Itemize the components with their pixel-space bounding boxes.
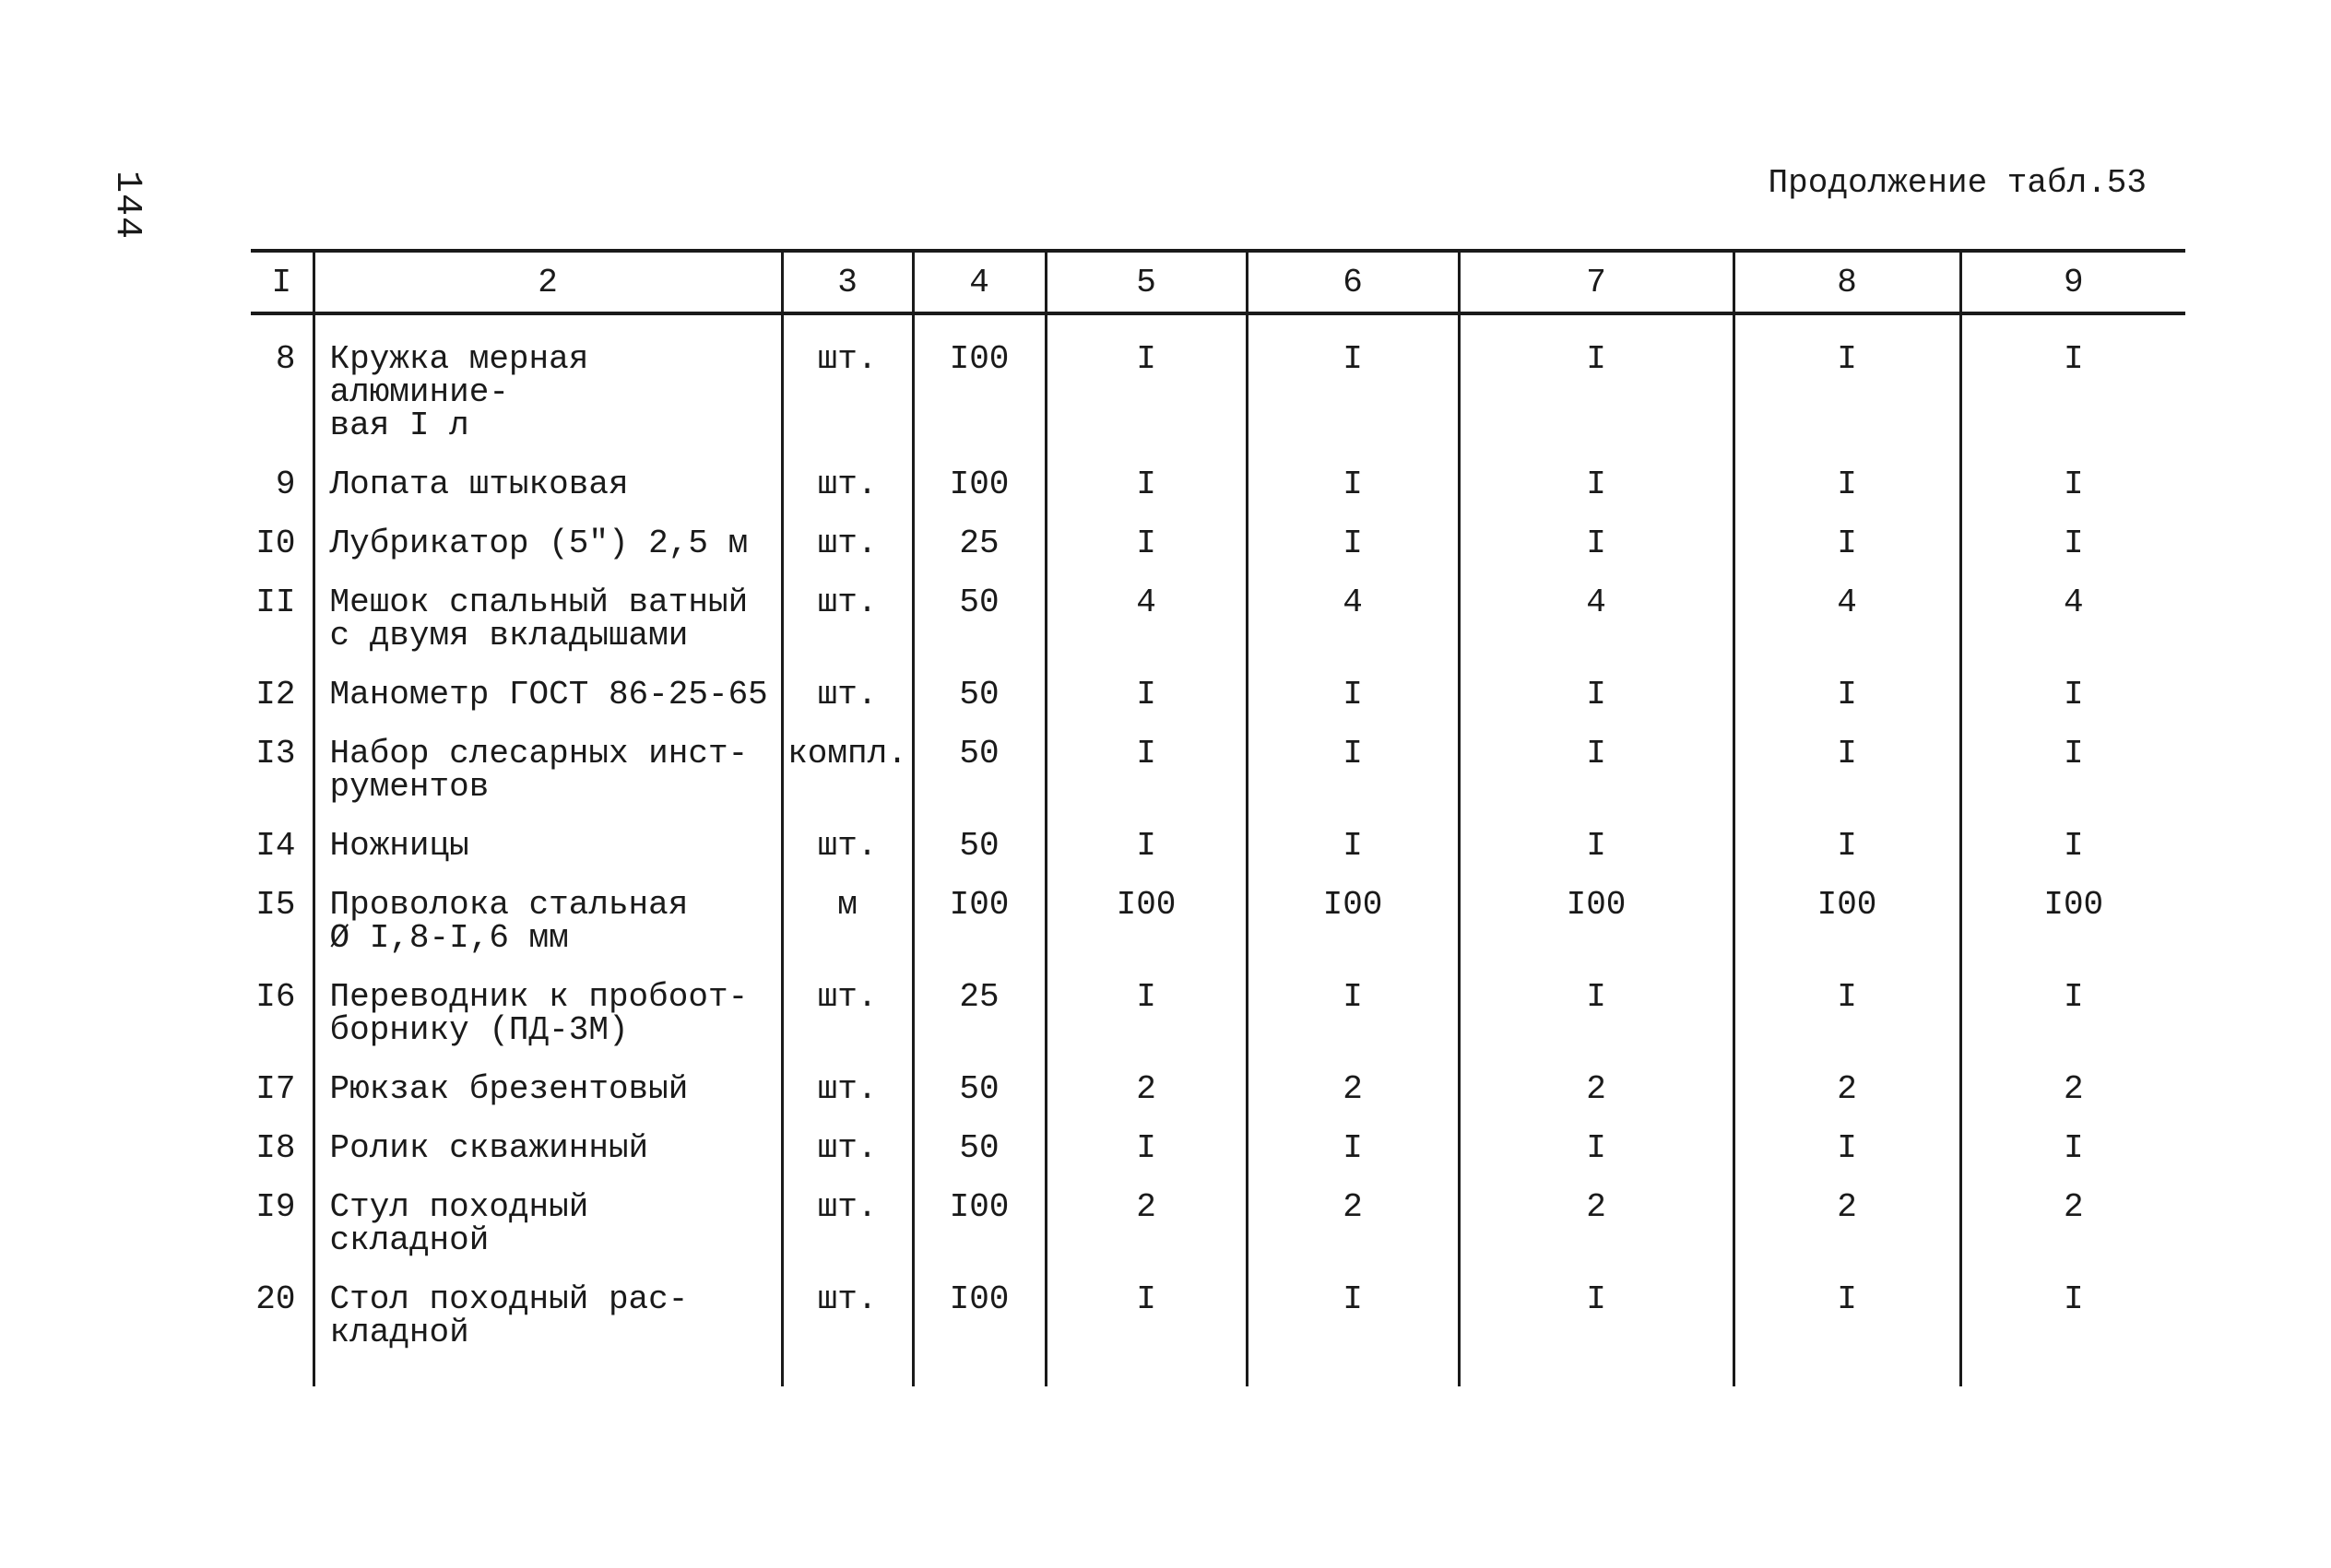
header-col-9: 9: [1960, 251, 2185, 313]
row-number-cell: II: [255, 584, 296, 621]
col7-cell: I00: [1459, 863, 1733, 955]
col5-cell: 2: [1046, 1165, 1247, 1257]
col9-cell: I: [1960, 313, 2185, 442]
item-name-cell: Рюкзак брезентовый: [314, 1047, 782, 1106]
table-row: [251, 804, 2185, 863]
spacer-cell: [1960, 1350, 2185, 1386]
col4-cell: I00: [913, 1165, 1046, 1257]
spacer-cell: [251, 1350, 314, 1386]
row-number-cell: 20: [255, 1280, 296, 1318]
col9-cell: I: [1960, 1257, 2185, 1350]
col8-cell: 2: [1733, 1165, 1960, 1257]
item-name-cell: Проволока стальная Ø I,8-I,6 мм: [314, 863, 782, 955]
spacer-cell: [1247, 1350, 1459, 1386]
spacer-cell: [1733, 1350, 1960, 1386]
col7-cell: I: [1459, 442, 1733, 501]
table-row: [251, 1106, 2185, 1165]
col9-cell: I00: [1960, 863, 2185, 955]
spacer-cell: [1459, 1350, 1733, 1386]
col7-cell: 2: [1459, 1047, 1733, 1106]
spacer-cell: [782, 1350, 913, 1386]
col4-cell: I00: [913, 863, 1046, 955]
table-row: [251, 1165, 2185, 1257]
col6-cell: I: [1247, 313, 1459, 442]
col6-cell: I: [1247, 653, 1459, 712]
row-number-cell: I5: [255, 886, 296, 924]
header-col-2: 2: [314, 251, 782, 313]
col8-cell: I00: [1733, 863, 1960, 955]
col8-cell: 2: [1733, 1047, 1960, 1106]
item-name-cell: Ножницы: [314, 804, 782, 863]
row-number-cell: I8: [255, 1129, 296, 1167]
table-row: [251, 560, 2185, 653]
col7-cell: I: [1459, 712, 1733, 804]
unit-cell: шт.: [782, 804, 913, 863]
table-body: [251, 313, 2185, 1386]
col4-cell: 50: [913, 1047, 1046, 1106]
row-number-cell: I4: [255, 827, 296, 865]
col8-cell: I: [1733, 653, 1960, 712]
header-col-8: 8: [1733, 251, 1960, 313]
col9-cell: I: [1960, 442, 2185, 501]
col6-cell: 2: [1247, 1047, 1459, 1106]
unit-cell: шт.: [782, 1257, 913, 1350]
col9-cell: 2: [1960, 1047, 2185, 1106]
col4-cell: I00: [913, 313, 1046, 442]
header-col-4: 4: [913, 251, 1046, 313]
row-number-cell: I2: [255, 676, 296, 713]
col9-cell: I: [1960, 804, 2185, 863]
col6-cell: I: [1247, 501, 1459, 560]
item-name-cell: Лубрикатор (5") 2,5 м: [314, 501, 782, 560]
row-number-cell: I6: [255, 978, 296, 1016]
col6-cell: I: [1247, 1106, 1459, 1165]
equipment-table-container: [251, 249, 2185, 1386]
col9-cell: I: [1960, 1106, 2185, 1165]
item-name-cell: Стул походный складной: [314, 1165, 782, 1257]
col8-cell: I: [1733, 804, 1960, 863]
col8-cell: 4: [1733, 560, 1960, 653]
row-number-cell: 9: [275, 466, 296, 503]
row-number-cell: 8: [275, 340, 296, 378]
table-header: [251, 251, 2185, 313]
spacer-cell: [913, 1350, 1046, 1386]
table-row: [251, 653, 2185, 712]
page-number: 144: [106, 171, 148, 241]
item-name-cell: Лопата штыковая: [314, 442, 782, 501]
col4-cell: I00: [913, 1257, 1046, 1350]
col8-cell: I: [1733, 442, 1960, 501]
table-row: [251, 1047, 2185, 1106]
table-row: [251, 442, 2185, 501]
col4-cell: 50: [913, 804, 1046, 863]
col5-cell: I: [1046, 712, 1247, 804]
col7-cell: I: [1459, 1257, 1733, 1350]
item-name-cell: Манометр ГОСТ 86-25-65: [314, 653, 782, 712]
col6-cell: I: [1247, 955, 1459, 1047]
header-col-3: 3: [782, 251, 913, 313]
unit-cell: шт.: [782, 955, 913, 1047]
col5-cell: I: [1046, 442, 1247, 501]
col6-cell: 4: [1247, 560, 1459, 653]
col6-cell: I00: [1247, 863, 1459, 955]
table-bottom-spacer: [251, 1350, 2185, 1386]
col5-cell: I: [1046, 804, 1247, 863]
unit-cell: компл.: [782, 712, 913, 804]
item-name-cell: Ролик скважинный: [314, 1106, 782, 1165]
col6-cell: 2: [1247, 1165, 1459, 1257]
row-number-cell: I0: [255, 525, 296, 562]
table-row: [251, 501, 2185, 560]
col9-cell: I: [1960, 955, 2185, 1047]
col5-cell: 2: [1046, 1047, 1247, 1106]
col4-cell: 50: [913, 653, 1046, 712]
header-row: [251, 251, 2185, 313]
col5-cell: I: [1046, 1106, 1247, 1165]
unit-cell: шт.: [782, 313, 913, 442]
col9-cell: I: [1960, 501, 2185, 560]
col7-cell: I: [1459, 1106, 1733, 1165]
spacer-cell: [314, 1350, 782, 1386]
col8-cell: I: [1733, 712, 1960, 804]
col5-cell: I00: [1046, 863, 1247, 955]
header-col-5: 5: [1046, 251, 1247, 313]
col8-cell: I: [1733, 501, 1960, 560]
unit-cell: шт.: [782, 1047, 913, 1106]
unit-cell: шт.: [782, 653, 913, 712]
col7-cell: 4: [1459, 560, 1733, 653]
col6-cell: I: [1247, 1257, 1459, 1350]
col6-cell: I: [1247, 712, 1459, 804]
col4-cell: 25: [913, 955, 1046, 1047]
col5-cell: I: [1046, 501, 1247, 560]
header-col-6: 6: [1247, 251, 1459, 313]
table-row: [251, 1257, 2185, 1350]
col7-cell: I: [1459, 653, 1733, 712]
equipment-table: [251, 249, 2185, 1386]
col4-cell: 50: [913, 712, 1046, 804]
col9-cell: 2: [1960, 1165, 2185, 1257]
col4-cell: 50: [913, 560, 1046, 653]
table-row: [251, 712, 2185, 804]
item-name-cell: Кружка мерная алюминие- вая I л: [314, 313, 782, 442]
col5-cell: I: [1046, 955, 1247, 1047]
col9-cell: 4: [1960, 560, 2185, 653]
col7-cell: I: [1459, 313, 1733, 442]
spacer-cell: [1046, 1350, 1247, 1386]
col9-cell: I: [1960, 653, 2185, 712]
col7-cell: I: [1459, 955, 1733, 1047]
col5-cell: 4: [1046, 560, 1247, 653]
unit-cell: шт.: [782, 1165, 913, 1257]
row-number-cell: I9: [255, 1188, 296, 1226]
table-row: [251, 955, 2185, 1047]
item-name-cell: Переводник к пробоот- борнику (ПД-3М): [314, 955, 782, 1047]
unit-cell: шт.: [782, 1106, 913, 1165]
col9-cell: I: [1960, 712, 2185, 804]
table-continuation-label: Продолжение табл.53: [1768, 164, 2147, 202]
row-number-cell: I3: [255, 735, 296, 772]
col8-cell: I: [1733, 1257, 1960, 1350]
col7-cell: 2: [1459, 1165, 1733, 1257]
col8-cell: I: [1733, 955, 1960, 1047]
unit-cell: шт.: [782, 560, 913, 653]
row-number-cell: I7: [255, 1070, 296, 1108]
unit-cell: м: [782, 863, 913, 955]
col8-cell: I: [1733, 1106, 1960, 1165]
col4-cell: 50: [913, 1106, 1046, 1165]
col5-cell: I: [1046, 1257, 1247, 1350]
table-row: [251, 313, 2185, 442]
col6-cell: I: [1247, 442, 1459, 501]
item-name-cell: Набор слесарных инст- рументов: [314, 712, 782, 804]
col4-cell: I00: [913, 442, 1046, 501]
header-col-1: I: [251, 251, 314, 313]
col4-cell: 25: [913, 501, 1046, 560]
item-name-cell: Мешок спальный ватный с двумя вкладышами: [314, 560, 782, 653]
col5-cell: I: [1046, 313, 1247, 442]
item-name-cell: Стол походный рас- кладной: [314, 1257, 782, 1350]
unit-cell: шт.: [782, 501, 913, 560]
col7-cell: I: [1459, 501, 1733, 560]
header-col-7: 7: [1459, 251, 1733, 313]
col6-cell: I: [1247, 804, 1459, 863]
col5-cell: I: [1046, 653, 1247, 712]
unit-cell: шт.: [782, 442, 913, 501]
col8-cell: I: [1733, 313, 1960, 442]
col7-cell: I: [1459, 804, 1733, 863]
table-row: [251, 863, 2185, 955]
